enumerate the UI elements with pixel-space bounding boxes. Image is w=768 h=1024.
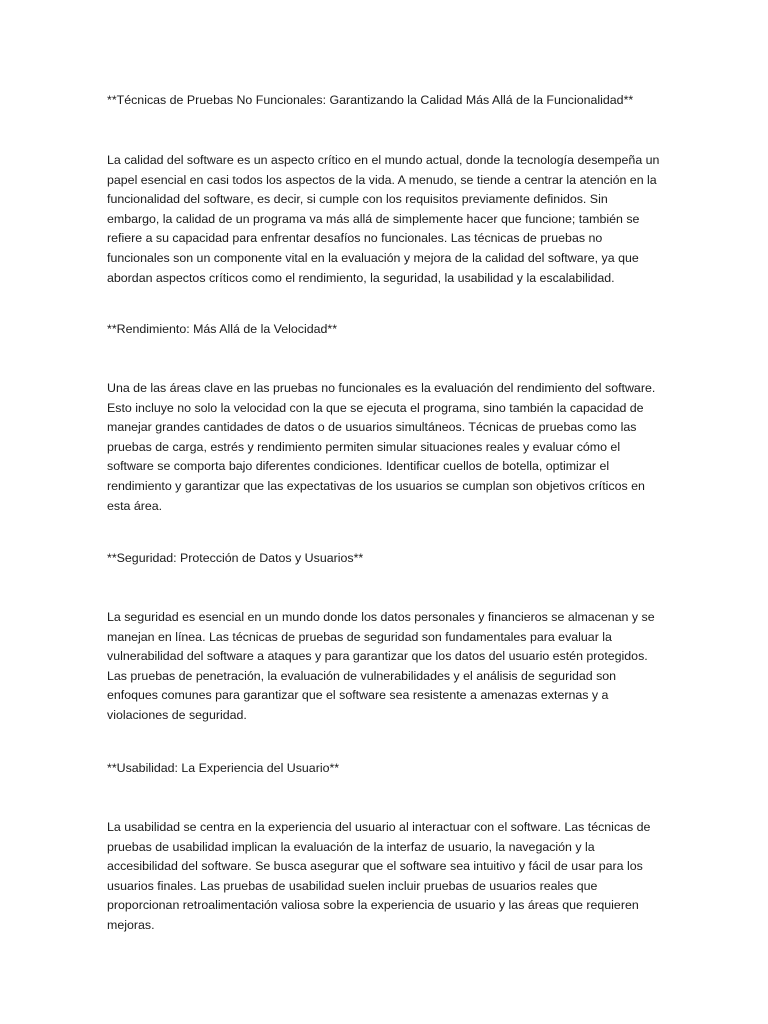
heading-seguridad: **Seguridad: Protección de Datos y Usuarios** xyxy=(107,551,364,565)
document-title: **Técnicas de Pruebas No Funcionales: Garantizando la Calidad Más Allá de la Funcionalidad** xyxy=(107,93,634,107)
paragraph-usabilidad: La usabilidad se centra en la experiencia del usuario al interactuar con el software. Las técnicas de pruebas de usabilidad implican la evaluación de la interfaz de usuario, la navegación y la accesibilidad del software. Se busca asegurar que el software sea intuitivo y fácil de usar para los usuarios finales. Las pruebas de usabilidad suelen incluir pruebas de usuarios reales que proporcionan retroalimentación valiosa sobre la experiencia de usuario y las áreas que requieren mejoras. xyxy=(107,820,651,932)
paragraph-seguridad: La seguridad es esencial en un mundo donde los datos personales y financieros se almacenan y se manejan en línea. Las técnicas de pruebas de seguridad son fundamentales para evaluar la vulnerabilidad del software a ataques y para garantizar que los datos del usuario estén protegidos. Las pruebas de penetración, la evaluación de vulnerabilidades y el análisis de seguridad son enfoques comunes para garantizar que el software sea resistente a amenazas externas y a violaciones de seguridad. xyxy=(107,610,655,722)
paragraph-intro: La calidad del software es un aspecto crítico en el mundo actual, donde la tecnología desempeña un papel esencial en casi todos los aspectos de la vida. A menudo, se tiende a centrar la atención en la funcionalidad del software, es decir, si cumple con los requisitos previamente definidos. Sin embargo, la calidad de un programa va más allá de simplemente hacer que funcione; también se refiere a su capacidad para enfrentar desafíos no funcionales. Las técnicas de pruebas no funcionales son un componente vital en la evaluación y mejora de la calidad del software, ya que abordan aspectos críticos como el rendimiento, la seguridad, la usabilidad y la escalabilidad. xyxy=(107,153,660,285)
heading-rendimiento: **Rendimiento: Más Allá de la Velocidad** xyxy=(107,322,338,336)
paragraph-rendimiento: Una de las áreas clave en las pruebas no funcionales es la evaluación del rendimiento del software. Esto incluye no solo la velocidad con la que se ejecuta el programa, sino también la capacidad de manejar grandes cantidades de datos o de usuarios simultáneos. Técnicas de pruebas como las pruebas de carga, estrés y rendimiento permiten simular situaciones reales y evaluar cómo el software se comporta bajo diferentes condiciones. Identificar cuellos de botella, optimizar el rendimiento y garantizar que las expectativas de los usuarios se cumplan son objetivos críticos en esta área. xyxy=(107,381,656,513)
heading-usabilidad: **Usabilidad: La Experiencia del Usuario** xyxy=(107,761,340,775)
